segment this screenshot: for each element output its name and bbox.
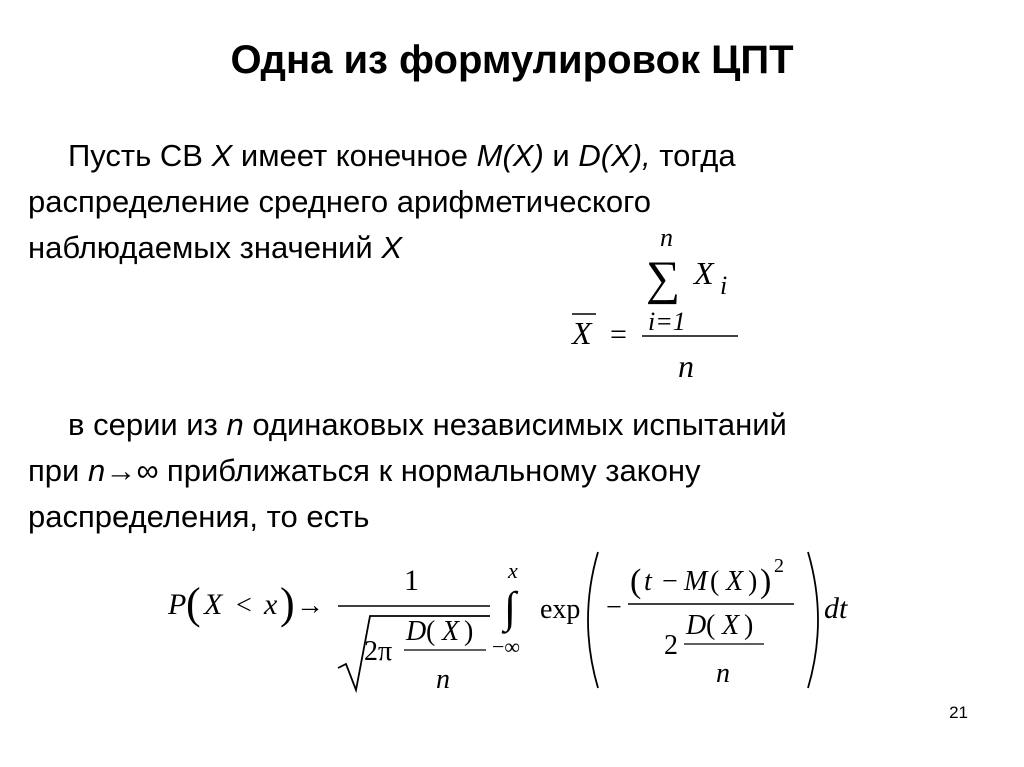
random-var-x: X [204, 588, 223, 621]
variance-arg-x: X [722, 610, 740, 641]
intro-text: и [543, 138, 579, 173]
body-text: приближаться к нормальному закону [158, 453, 701, 488]
sample-mean-svg [560, 222, 760, 392]
mean-lhs: X [572, 315, 592, 351]
left-paren-icon: ( [186, 579, 201, 628]
clt-numerator: 1 [404, 564, 419, 597]
sum-upper-limit: n [660, 223, 673, 252]
less-than-sign: < [236, 590, 252, 621]
summand-index: i [720, 271, 728, 300]
two-pi: 2π [364, 636, 393, 667]
intro-text: имеет конечное [232, 138, 477, 173]
sum-lower-limit: i=1 [648, 307, 686, 336]
paren-icon: ) [744, 610, 754, 641]
intro-text: наблюдаемых значений [28, 230, 382, 265]
integral-upper-limit: x [508, 558, 518, 583]
exp-function: exp [540, 594, 581, 625]
variable-n: n [226, 407, 244, 442]
page-number: 21 [949, 703, 968, 722]
denominator-n: n [716, 658, 730, 689]
paren-icon: ( [426, 616, 436, 647]
big-right-paren-icon [808, 552, 818, 688]
integral-sign-icon: ∫ [504, 583, 517, 632]
big-left-paren-icon [588, 552, 598, 688]
expectation-mx: M(X) [476, 138, 544, 173]
expectation-arg-x: X [726, 566, 744, 597]
body-line-1 [28, 402, 998, 448]
body-line-3: распределения, то есть [28, 499, 370, 534]
exponent-2: 2 [774, 555, 784, 577]
variable-x: X [211, 138, 233, 173]
body-paragraph [28, 402, 998, 540]
right-paren-icon: ) [280, 579, 295, 628]
probability-p: P [168, 588, 187, 621]
clt-formula [160, 540, 880, 705]
minus-sign: − [662, 566, 678, 597]
integral-lower-limit: −∞ [492, 634, 521, 659]
variance-d: D [406, 616, 427, 647]
summand-var: X [694, 255, 714, 291]
inner-denominator-n: n [436, 664, 450, 695]
paren-icon: ) [748, 566, 758, 597]
intro-line-2: распределение среднего арифметического [28, 184, 651, 219]
paren-icon: ) [464, 616, 474, 647]
intro-paragraph [28, 133, 998, 271]
limit-expression: n→∞ [87, 453, 159, 488]
paren-icon: ( [710, 566, 720, 597]
equals-sign: = [610, 318, 627, 351]
paren-icon: ( [706, 610, 716, 641]
sample-mean-formula [560, 222, 760, 397]
intro-line-3 [28, 225, 998, 271]
intro-text: тогда [650, 138, 736, 173]
expectation-m: M [684, 566, 708, 597]
intro-line-1 [28, 133, 998, 179]
body-text: при [28, 453, 88, 488]
value-x: x [264, 588, 278, 621]
body-text: одинаковых независимых испытаний [243, 407, 787, 442]
variance-d: D [686, 610, 707, 641]
body-line-2 [28, 448, 998, 494]
variable-t: t [644, 566, 652, 597]
slide-title: Одна из формулировок ЦПТ [230, 38, 794, 82]
mean-denominator: n [678, 348, 694, 384]
arrow-icon: → [296, 590, 324, 621]
intro-text: Пусть СВ [68, 138, 212, 173]
differential-dt: dt [824, 592, 848, 625]
clt-formula-svg [160, 540, 880, 700]
numerator-paren-icon: ) [760, 563, 772, 600]
two-coefficient: 2 [664, 630, 678, 661]
sum-sign-icon: ∑ [646, 252, 681, 305]
variance-dx: D(X), [578, 138, 651, 173]
numerator-paren-icon: ( [630, 563, 642, 600]
body-text: в серии из [68, 407, 227, 442]
variable-x: X [381, 230, 402, 265]
variance-arg-x: X [442, 616, 460, 647]
minus-sign: − [606, 592, 622, 623]
